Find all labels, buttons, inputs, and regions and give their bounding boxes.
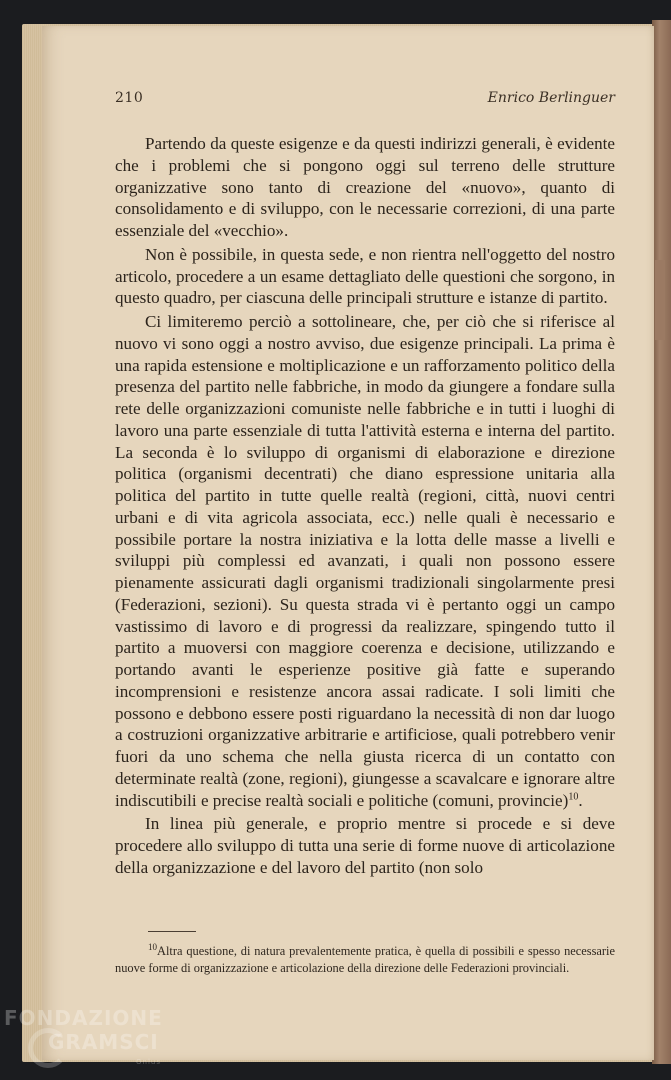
paragraph: Ci limiteremo perciò a sottolineare, che, per ciò che si riferisce al nuovo vi sono oggi a nostro avviso, due esigenze principali. La prima è una rapida estensione e moltiplicazione e un rafforzamento politico della presenza del partito nelle fabbriche, in modo da giungere a fondare sulla rete delle organizzazioni comuniste nelle fabbriche e in tutti i luoghi di lavoro una parte essenziale di tutta l'attività esterna e interna del partito. La seconda è lo sviluppo di organismi di elaborazione e direzione politica (organismi decentrati) che diano espressione unitaria alla politica del partito in tutte quelle realtà (regioni, città, nuovi centri urbani e di vita agricola associata, ecc.) nelle quali è necessario e possibile portare la nostra iniziativa e la lotta delle masse a livelli e sviluppi più complessi ed avanzati, i quali non possono essere pienamente assicurati dagli organismi tradizionali singolarmente presi (Federazioni, sezioni). Su questa strada vi è pertanto oggi un campo vastissimo di lavoro e di progressi da realizzare, spingendo tutto il partito a muoversi con maggiore coerenza e decisione, utilizzando e portando avanti le esperienze positive già fatte e superando incomprensioni e resistenze ancora assai radicate. I soli limiti che possono e debbono essere posti riguardano la necessità di non dar luogo a costruzioni organizzative arbitrarie e artificiose, quali potrebbero venir fuori da uno schema che nella giusta ricerca di un contatto con determinate realtà (zone, regioni), giungesse a scavalcare e ignorare altre indiscutibili e precise realtà sociali e politiche (comuni, provincie)$^{10}$. [115,312,615,810]
paragraph-text: Ci limiteremo perciò a sottolineare, che, per ciò che si riferisce al nuovo vi sono oggi a nostro avviso, due esigenze principali. La prima è una rapida estensione e moltiplicazione e un rafforzamento politico della presenza del partito nelle fabbriche, in modo da giungere a fondare sulla rete delle organizzazioni comuniste nelle fabbriche e in tutti i luoghi di lavoro una parte essenziale di tutta l'attività esterna e interna del partito. La seconda è lo sviluppo di organismi di elaborazione e direzione politica (organismi decentrati) che diano espressione unitaria alla politica del partito in tutte quelle realtà (regioni, città, nuovi centri urbani e di vita agricola associata, ecc.) nelle quali è necessario e possibile portare la nostra iniziativa e la lotta delle masse a livelli e sviluppi più complessi ed avanzati, i quali non possono essere pienamente assicurati dagli organismi tradizionali singolarmente presi (Federazioni, sezioni). Su questa strada vi è pertanto oggi un campo vastissimo di lavoro e di progressi da realizzare, spingendo tutto il partito a muoversi con maggiore coerenza e decisione, utilizzando e portando avanti le esperienze positive già fatte e superando incomprensioni e resistenze ancora assai radicate. I soli limiti che possono e debbono essere posti riguardano la necessità di non dar luogo a costruzioni organizzative arbitrarie e artificiose, quali potrebbero venir fuori da uno schema che nella giusta ricerca di un contatto con determinate realtà (zone, regioni), giungesse a scavalcare e ignorare altre indiscutibili e precise realtà sociali e politiche (comuni, provincie) [115,312,615,810]
body-text [115,133,615,881]
footnote [115,939,615,977]
running-head-author: Enrico Berlinguer [487,90,615,106]
footnote-reference: 10 [568,790,579,802]
footnote-text: Altra questione, di natura prevalentemente pratica, è quella di possibili e spesso necessarie nuove forme di organizzazione e articolazione della direzione delle Federazioni provinciali. [115,944,615,976]
paragraph: Partendo da queste esigenze e da questi indirizzi generali, è evidente che i problemi che si pongono oggi sul terreno delle strutture organizzative sono tanto di creazione del «nuovo», quanto di consolidamento e di sviluppo, con le necessarie correzioni, di una parte essenziale del «vecchio». [115,134,615,240]
watermark-line2: GRAMSCI [48,1030,159,1054]
book-cover-edge [652,20,671,1064]
bookmark-tab [655,260,665,340]
page-header [115,90,615,112]
footnote-number: 10 [148,942,157,952]
watermark-line3: Onlus [136,1058,161,1066]
paragraph: Non è possibile, in questa sede, e non rientra nell'oggetto del nostro articolo, procedere a un esame dettagliato delle questioni che sorgono, in questo quadro, per ciascuna delle principali strutture e istanze di partito. [115,244,615,308]
footnote-divider [148,931,196,932]
watermark-logo [4,1006,174,1076]
page-number: 210 [115,90,144,106]
paragraph: In linea più generale, e proprio mentre si procede e si deve procedere allo sviluppo di tutta una serie di forme nuove di articolazione della organizzazione e del lavoro del partito (non solo [115,814,615,877]
watermark-line1: FONDAZIONE [4,1006,163,1030]
